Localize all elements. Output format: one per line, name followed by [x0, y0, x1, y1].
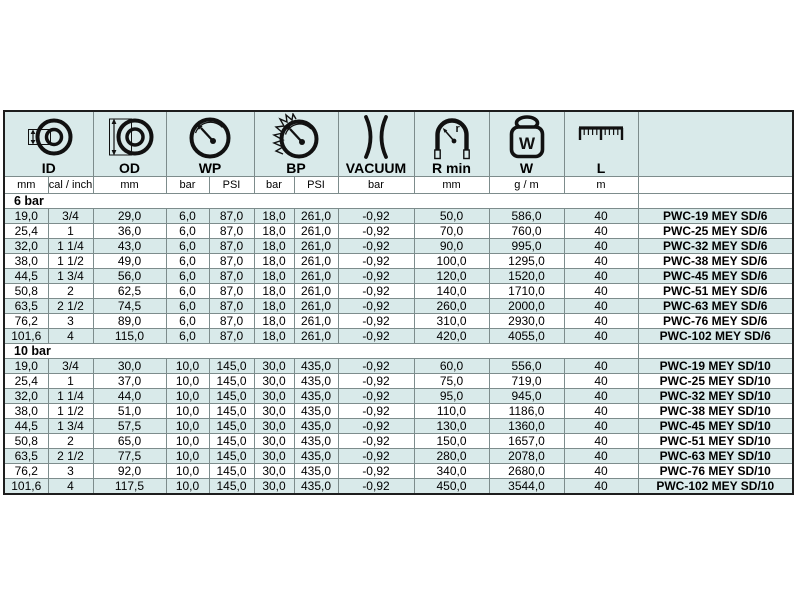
table-cell: 87,0 [209, 284, 254, 299]
table-cell: 60,0 [414, 359, 489, 374]
table-row [4, 314, 793, 329]
table-cell: 4 [48, 329, 93, 344]
product-code-cell: PWC-76 MEY SD/6 [638, 314, 793, 329]
table-cell: 2930,0 [489, 314, 564, 329]
table-cell: 760,0 [489, 224, 564, 239]
table-cell: 95,0 [414, 389, 489, 404]
table-cell: 435,0 [294, 359, 338, 374]
table-cell: 6,0 [166, 299, 209, 314]
table-cell: 30,0 [93, 359, 166, 374]
table-cell: 38,0 [4, 404, 48, 419]
table-cell: -0,92 [338, 314, 414, 329]
table-cell: 10,0 [166, 464, 209, 479]
table-cell: 50,8 [4, 434, 48, 449]
table-cell: 30,0 [254, 389, 294, 404]
table-cell: 40 [564, 254, 638, 269]
product-code-cell: PWC-25 MEY SD/6 [638, 224, 793, 239]
table-cell: 92,0 [93, 464, 166, 479]
table-cell: 4 [48, 479, 93, 495]
table-cell: 2680,0 [489, 464, 564, 479]
header-vacuum [338, 111, 414, 177]
units-row [4, 177, 793, 194]
table-row [4, 269, 793, 284]
table-cell: 40 [564, 404, 638, 419]
table-cell: 40 [564, 209, 638, 224]
table-cell: 260,0 [414, 299, 489, 314]
table-cell: 10,0 [166, 389, 209, 404]
table-cell: 19,0 [4, 359, 48, 374]
table-cell: -0,92 [338, 464, 414, 479]
table-cell: 19,0 [4, 209, 48, 224]
table-cell: 87,0 [209, 314, 254, 329]
unit-cell: m [564, 177, 638, 194]
weight-icon [490, 113, 564, 161]
table-cell: 261,0 [294, 254, 338, 269]
table-cell: 6,0 [166, 209, 209, 224]
table-cell: -0,92 [338, 299, 414, 314]
table-cell: 40 [564, 449, 638, 464]
table-cell: 40 [564, 389, 638, 404]
table-cell: 110,0 [414, 404, 489, 419]
table-cell: 1 [48, 224, 93, 239]
table-cell: 145,0 [209, 359, 254, 374]
table-cell: 18,0 [254, 329, 294, 344]
section-label: 10 bar [4, 344, 638, 359]
table-cell: 556,0 [489, 359, 564, 374]
table-cell: 1 1/4 [48, 239, 93, 254]
unit-cell: bar [338, 177, 414, 194]
table-cell: 87,0 [209, 329, 254, 344]
table-cell: 38,0 [4, 254, 48, 269]
table-cell: 30,0 [254, 479, 294, 495]
table-cell: 40 [564, 284, 638, 299]
table-cell: 420,0 [414, 329, 489, 344]
table-cell: 30,0 [254, 374, 294, 389]
table-cell: 1520,0 [489, 269, 564, 284]
table-cell: 32,0 [4, 239, 48, 254]
product-code-cell: PWC-63 MEY SD/10 [638, 449, 793, 464]
table-cell: 40 [564, 269, 638, 284]
table-cell: 40 [564, 239, 638, 254]
table-cell: 25,4 [4, 374, 48, 389]
table-row [4, 239, 793, 254]
table-row [4, 209, 793, 224]
unit-cell [638, 177, 793, 194]
table-cell: 18,0 [254, 299, 294, 314]
product-code-cell: PWC-45 MEY SD/6 [638, 269, 793, 284]
table-cell: 2 1/2 [48, 299, 93, 314]
unit-cell: cal / inch [48, 177, 93, 194]
table-cell: 63,5 [4, 449, 48, 464]
table-cell: 145,0 [209, 464, 254, 479]
length-ruler-icon [565, 113, 638, 161]
table-cell: 130,0 [414, 419, 489, 434]
header-product [638, 111, 793, 177]
table-cell: 261,0 [294, 209, 338, 224]
section-row [4, 344, 793, 359]
table-cell: 150,0 [414, 434, 489, 449]
table-cell: 10,0 [166, 434, 209, 449]
table-cell: 56,0 [93, 269, 166, 284]
header-label-rmin: R min [432, 160, 471, 176]
table-cell: 101,6 [4, 329, 48, 344]
table-row [4, 434, 793, 449]
table-cell: -0,92 [338, 479, 414, 495]
table-cell: 140,0 [414, 284, 489, 299]
table-cell: 435,0 [294, 464, 338, 479]
inner-diameter-icon [5, 113, 93, 161]
vacuum-icon [339, 113, 414, 161]
table-cell: 261,0 [294, 299, 338, 314]
header-w [489, 111, 564, 177]
table-body [4, 194, 793, 495]
table-cell: 450,0 [414, 479, 489, 495]
table-row [4, 464, 793, 479]
table-cell: 435,0 [294, 434, 338, 449]
table-cell: 18,0 [254, 239, 294, 254]
table-cell: 3/4 [48, 359, 93, 374]
table-cell: 40 [564, 419, 638, 434]
unit-cell: bar [254, 177, 294, 194]
table-cell: 87,0 [209, 224, 254, 239]
table-cell: 6,0 [166, 254, 209, 269]
section-empty-cell [638, 344, 793, 359]
table-cell: 145,0 [209, 374, 254, 389]
table-cell: 18,0 [254, 209, 294, 224]
table-row [4, 419, 793, 434]
product-code-cell: PWC-51 MEY SD/6 [638, 284, 793, 299]
product-code-cell: PWC-25 MEY SD/10 [638, 374, 793, 389]
header-label-wp: WP [198, 160, 222, 176]
table-cell: 3/4 [48, 209, 93, 224]
header-wp [166, 111, 254, 177]
table-cell: 145,0 [209, 434, 254, 449]
table-cell: 1 [48, 374, 93, 389]
table-cell: 32,0 [4, 389, 48, 404]
unit-cell: PSI [209, 177, 254, 194]
unit-cell: PSI [294, 177, 338, 194]
table-cell: 75,0 [414, 374, 489, 389]
header-l [564, 111, 638, 177]
table-cell: 435,0 [294, 449, 338, 464]
header-label-id: ID [41, 160, 56, 176]
table-cell: 145,0 [209, 449, 254, 464]
table-row [4, 299, 793, 314]
table-cell: 40 [564, 374, 638, 389]
product-code-cell: PWC-32 MEY SD/10 [638, 389, 793, 404]
table-cell: 50,8 [4, 284, 48, 299]
table-row [4, 359, 793, 374]
table-cell: -0,92 [338, 254, 414, 269]
table-cell: 44,5 [4, 419, 48, 434]
header-label-bp: BP [286, 160, 306, 176]
table-cell: 18,0 [254, 254, 294, 269]
table-cell: 101,6 [4, 479, 48, 495]
table-cell: 3 [48, 464, 93, 479]
specification-table-container [3, 110, 794, 495]
table-cell: 261,0 [294, 239, 338, 254]
table-cell: 115,0 [93, 329, 166, 344]
product-code-cell: PWC-45 MEY SD/10 [638, 419, 793, 434]
table-cell: 30,0 [254, 464, 294, 479]
table-cell: 435,0 [294, 479, 338, 495]
table-cell: 10,0 [166, 404, 209, 419]
table-cell: 87,0 [209, 239, 254, 254]
header-id [4, 111, 93, 177]
table-cell: -0,92 [338, 284, 414, 299]
table-cell: 51,0 [93, 404, 166, 419]
table-cell: 145,0 [209, 419, 254, 434]
table-cell: 6,0 [166, 329, 209, 344]
table-cell: 90,0 [414, 239, 489, 254]
table-cell: -0,92 [338, 374, 414, 389]
table-cell: 435,0 [294, 419, 338, 434]
header-label-vacuum: VACUUM [345, 160, 407, 176]
product-code-cell: PWC-32 MEY SD/6 [638, 239, 793, 254]
table-cell: 145,0 [209, 389, 254, 404]
table-cell: 10,0 [166, 359, 209, 374]
table-cell: -0,92 [338, 224, 414, 239]
table-cell: 261,0 [294, 284, 338, 299]
product-code-cell: PWC-19 MEY SD/10 [638, 359, 793, 374]
table-cell: -0,92 [338, 434, 414, 449]
table-row [4, 329, 793, 344]
table-cell: 2 1/2 [48, 449, 93, 464]
table-cell: 2 [48, 434, 93, 449]
product-code-cell: PWC-102 MEY SD/10 [638, 479, 793, 495]
table-cell: 1657,0 [489, 434, 564, 449]
product-code-cell: PWC-102 MEY SD/6 [638, 329, 793, 344]
table-cell: 65,0 [93, 434, 166, 449]
table-cell: 40 [564, 434, 638, 449]
table-cell: 261,0 [294, 329, 338, 344]
table-cell: -0,92 [338, 404, 414, 419]
table-cell: 120,0 [414, 269, 489, 284]
table-cell: 6,0 [166, 284, 209, 299]
table-row [4, 254, 793, 269]
table-cell: 74,5 [93, 299, 166, 314]
table-cell: 10,0 [166, 374, 209, 389]
table-cell: 50,0 [414, 209, 489, 224]
table-cell: 18,0 [254, 269, 294, 284]
table-cell: 87,0 [209, 209, 254, 224]
svg-text:r: r [455, 123, 460, 135]
table-cell: 49,0 [93, 254, 166, 269]
table-cell: 4055,0 [489, 329, 564, 344]
table-cell: 44,5 [4, 269, 48, 284]
table-cell: -0,92 [338, 389, 414, 404]
table-row [4, 479, 793, 495]
table-cell: -0,92 [338, 359, 414, 374]
table-cell: 36,0 [93, 224, 166, 239]
unit-cell: mm [4, 177, 48, 194]
table-cell: 57,5 [93, 419, 166, 434]
table-cell: 1710,0 [489, 284, 564, 299]
table-cell: 40 [564, 224, 638, 239]
table-cell: 261,0 [294, 269, 338, 284]
table-cell: 6,0 [166, 224, 209, 239]
table-cell: 6,0 [166, 314, 209, 329]
table-cell: 100,0 [414, 254, 489, 269]
table-cell: 719,0 [489, 374, 564, 389]
table-cell: 30,0 [254, 404, 294, 419]
unit-cell: g / m [489, 177, 564, 194]
table-cell: 3 [48, 314, 93, 329]
table-cell: -0,92 [338, 329, 414, 344]
table-cell: 10,0 [166, 419, 209, 434]
table-cell: 89,0 [93, 314, 166, 329]
section-empty-cell [638, 194, 793, 209]
table-row [4, 374, 793, 389]
table-cell: 435,0 [294, 389, 338, 404]
table-cell: 62,5 [93, 284, 166, 299]
table-cell: 87,0 [209, 269, 254, 284]
table-cell: 2 [48, 284, 93, 299]
table-cell: 435,0 [294, 404, 338, 419]
table-cell: 1360,0 [489, 419, 564, 434]
section-label: 6 bar [4, 194, 638, 209]
product-code-cell: PWC-63 MEY SD/6 [638, 299, 793, 314]
table-cell: -0,92 [338, 269, 414, 284]
icon-header-row [4, 111, 793, 177]
svg-text:W: W [518, 134, 535, 153]
table-cell: 30,0 [254, 359, 294, 374]
table-cell: -0,92 [338, 239, 414, 254]
table-cell: 40 [564, 314, 638, 329]
table-cell: 280,0 [414, 449, 489, 464]
table-cell: 10,0 [166, 479, 209, 495]
table-cell: 3544,0 [489, 479, 564, 495]
table-cell: 76,2 [4, 314, 48, 329]
table-cell: 995,0 [489, 239, 564, 254]
table-cell: 1 3/4 [48, 269, 93, 284]
table-cell: 145,0 [209, 404, 254, 419]
table-cell: 30,0 [254, 419, 294, 434]
table-cell: 40 [564, 464, 638, 479]
unit-cell: bar [166, 177, 209, 194]
table-cell: 117,5 [93, 479, 166, 495]
table-cell: 87,0 [209, 299, 254, 314]
header-label-od: OD [119, 160, 140, 176]
table-cell: 6,0 [166, 239, 209, 254]
table-cell: 945,0 [489, 389, 564, 404]
product-code-cell: PWC-19 MEY SD/6 [638, 209, 793, 224]
table-cell: 1 1/4 [48, 389, 93, 404]
table-cell: 310,0 [414, 314, 489, 329]
table-cell: 30,0 [254, 434, 294, 449]
table-cell: 40 [564, 299, 638, 314]
product-code-cell: PWC-38 MEY SD/6 [638, 254, 793, 269]
table-row [4, 449, 793, 464]
table-cell: 70,0 [414, 224, 489, 239]
table-cell: 76,2 [4, 464, 48, 479]
table-cell: -0,92 [338, 449, 414, 464]
table-cell: 37,0 [93, 374, 166, 389]
section-row [4, 194, 793, 209]
table-cell: -0,92 [338, 419, 414, 434]
table-row [4, 404, 793, 419]
table-cell: 18,0 [254, 224, 294, 239]
specification-table [3, 110, 794, 495]
table-cell: 1186,0 [489, 404, 564, 419]
table-cell: 18,0 [254, 314, 294, 329]
table-cell: 30,0 [254, 449, 294, 464]
table-cell: 87,0 [209, 254, 254, 269]
product-code-cell: PWC-38 MEY SD/10 [638, 404, 793, 419]
table-cell: 340,0 [414, 464, 489, 479]
table-row [4, 284, 793, 299]
table-cell: 435,0 [294, 374, 338, 389]
bend-radius-icon [415, 113, 489, 161]
table-cell: 77,5 [93, 449, 166, 464]
table-cell: 10,0 [166, 449, 209, 464]
table-cell: 18,0 [254, 284, 294, 299]
table-cell: 29,0 [93, 209, 166, 224]
header-rmin [414, 111, 489, 177]
table-cell: 2000,0 [489, 299, 564, 314]
header-label-w: W [519, 160, 534, 176]
table-cell: 261,0 [294, 314, 338, 329]
burst-pressure-gauge-icon [255, 113, 338, 161]
unit-cell: mm [93, 177, 166, 194]
table-cell: 261,0 [294, 224, 338, 239]
table-cell: 1 3/4 [48, 419, 93, 434]
table-cell: 25,4 [4, 224, 48, 239]
table-cell: 1 1/2 [48, 404, 93, 419]
table-cell: -0,92 [338, 209, 414, 224]
table-cell: 43,0 [93, 239, 166, 254]
product-code-cell: PWC-51 MEY SD/10 [638, 434, 793, 449]
table-cell: 40 [564, 329, 638, 344]
table-cell: 145,0 [209, 479, 254, 495]
table-cell: 1 1/2 [48, 254, 93, 269]
table-cell: 40 [564, 479, 638, 495]
table-cell: 40 [564, 359, 638, 374]
table-row [4, 224, 793, 239]
working-pressure-gauge-icon [167, 113, 254, 161]
header-bp [254, 111, 338, 177]
table-cell: 63,5 [4, 299, 48, 314]
unit-cell: mm [414, 177, 489, 194]
table-cell: 6,0 [166, 269, 209, 284]
product-code-cell: PWC-76 MEY SD/10 [638, 464, 793, 479]
table-cell: 1295,0 [489, 254, 564, 269]
table-cell: 44,0 [93, 389, 166, 404]
table-cell: 586,0 [489, 209, 564, 224]
table-cell: 2078,0 [489, 449, 564, 464]
header-od [93, 111, 166, 177]
header-label-l: L [596, 160, 606, 176]
table-row [4, 389, 793, 404]
outer-diameter-icon [94, 113, 166, 161]
